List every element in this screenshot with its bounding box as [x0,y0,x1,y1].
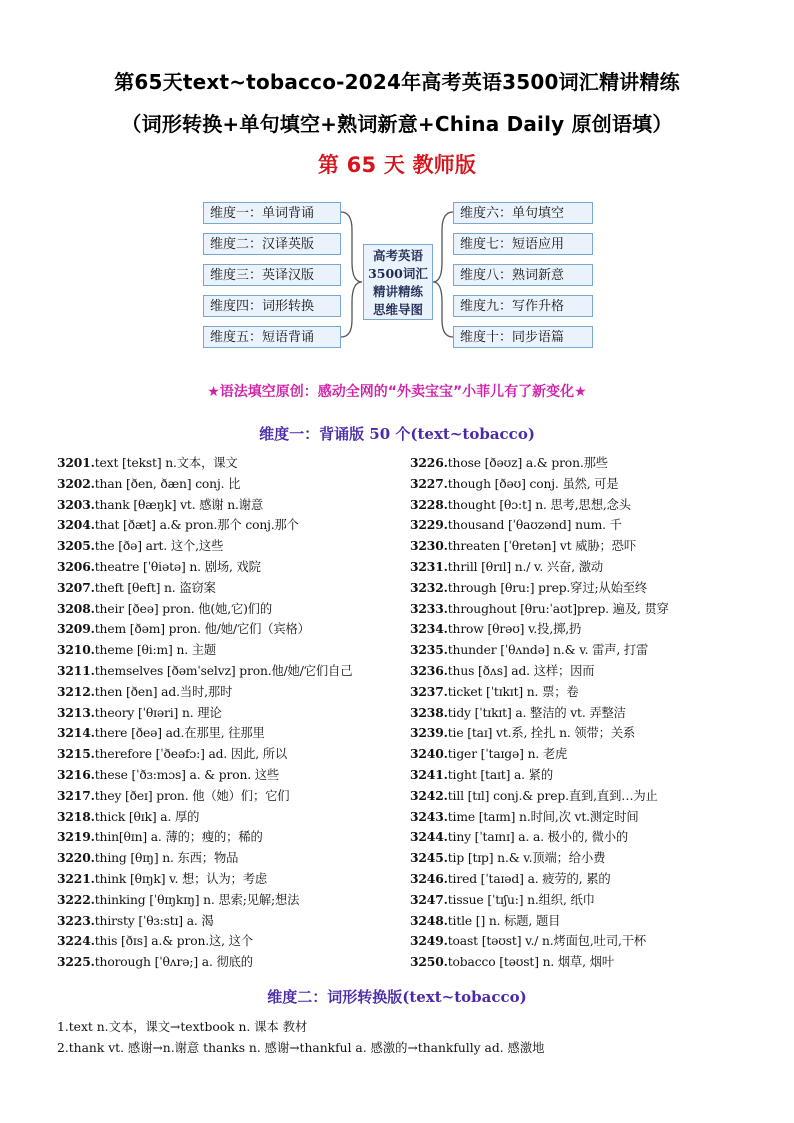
vocab-entry [410,495,669,516]
right-bracket [433,212,453,337]
vocab-entry [57,557,352,578]
entry-text: tobacco [təʊst] n. 烟草, 烟叶 [447,955,614,970]
page-subtitle: 第 65 天 教师版 [317,153,477,177]
entry-text: thus [ðʌs] ad. 这样；因而 [447,663,595,678]
vocab-entry [57,453,352,474]
entry-number: 3227. [410,475,448,491]
mindmap [0,0,794,360]
entry-text: thought [θɔ:t] n. 思考,思想,念头 [447,497,631,512]
vocab-entry [410,827,669,848]
entry-text: this [ðɪs] a.& pron.这, 这个 [94,934,253,949]
entry-text: though [ðəʊ] conj. 虽然, 可是 [447,476,619,491]
mindmap-left-item-5: 维度五：短语背诵 [203,326,341,348]
entry-text: their [ðeə] pron. 他(她,它)们的 [94,601,273,616]
vocab-entry [410,619,669,640]
entry-number: 3237. [410,683,448,699]
vocab-entry [410,474,669,495]
grammar-cloze-banner: ★语法填空原创：感动全网的“外卖宝宝”小菲儿有了新变化★ [207,384,587,400]
vocab-entry [57,703,352,724]
vocab-entry [410,557,669,578]
vocab-entry [57,661,352,682]
vocab-entry [410,911,669,932]
entry-text: tired [ˈtaɪəd] a. 疲劳的, 累的 [447,871,611,886]
entry-number: 3204. [57,517,95,533]
entry-number: 3216. [57,766,95,782]
vocab-entry [57,931,352,952]
section-2-heading: 维度二：词形转换版(text~tobacco) [267,988,527,1006]
mindmap-center [363,244,433,320]
mindmap-right-item-2: 维度七：短语应用 [453,233,593,255]
entry-text: that [ðæt] a.& pron.那个 conj.那个 [94,518,299,533]
vocab-entry [57,723,352,744]
entry-number: 3208. [57,600,95,616]
vocab-entry [57,869,352,890]
vocab-entry [410,453,669,474]
mindmap-left-item-4: 维度四：词形转换 [203,295,341,317]
entry-number: 3243. [410,808,448,824]
vocab-entry [57,911,352,932]
entry-number: 3224. [57,933,95,949]
vocab-entry [410,682,669,703]
entry-number: 3233. [410,600,448,616]
entry-text: thirsty [ˈθɜ:stɪ] a. 渴 [94,913,214,928]
entry-text: than [ðen, ðæn] conj. 比 [94,476,241,491]
word-form-line-2: 2.thank vt. 感谢→n.谢意 thanks n. 感谢→thankful a. 感激的→thankfully ad. 感激地 [57,1041,545,1055]
entry-text: thank [θæŋk] vt. 感谢 n.谢意 [94,497,264,512]
vocab-entry [57,515,352,536]
entry-text: them [ðəm] pron. 他/她/它们（宾格） [94,622,310,637]
vocab-entry [57,848,352,869]
entry-number: 3205. [57,538,95,554]
entry-number: 3203. [57,496,95,512]
entry-text: theft [θeft] n. 盗窃案 [94,580,216,595]
vocab-entry [57,827,352,848]
center-line-4: 思维导图 [372,302,423,317]
entry-text: those [ðəʊz] a.& pron.那些 [447,456,608,470]
entry-number: 3234. [410,621,448,637]
entry-text: tip [tɪp] n.& v.顶端；给小费 [447,851,606,866]
entry-text: think [θɪŋk] v. 想；认为；考虑 [94,871,267,886]
entry-text: ticket [ˈtɪkɪt] n. 票；卷 [447,684,579,699]
entry-number: 3250. [410,954,448,970]
entry-number: 3247. [410,891,448,907]
vocab-entry [410,869,669,890]
entry-number: 3229. [410,517,448,533]
entry-text: tiger [ˈtaɪgə] n. 老虎 [447,747,568,762]
entry-text: theatre [ˈθiətə] n. 剧场, 戏院 [94,559,261,574]
vocab-list-right [410,453,669,973]
vocab-entry [410,640,669,661]
entry-number: 3215. [57,746,95,762]
entry-number: 3246. [410,870,448,886]
vocab-entry [410,578,669,599]
entry-number: 3210. [57,642,95,658]
mindmap-right-item-1: 维度六：单句填空 [453,202,593,224]
entry-number: 3249. [410,933,448,949]
vocab-entry [410,848,669,869]
entry-number: 3212. [57,683,95,699]
entry-text: tie [taɪ] vt.系, 拴扎 n. 领带；关系 [447,726,636,741]
entry-number: 3242. [410,787,448,803]
entry-text: tiny [ˈtaɪnɪ] a. a. 极小的, 微小的 [447,830,629,845]
entry-number: 3220. [57,850,95,866]
vocab-entry [57,640,352,661]
vocab-entry [57,786,352,807]
entry-text: text [tekst] n.文本，课文 [94,456,238,470]
section-1-heading: 维度一：背诵版 50 个(text~tobacco) [259,425,535,443]
entry-text: title [] n. 标题, 题目 [447,913,561,928]
entry-text: throughout [θru:ˈaʊt]prep. 遍及, 贯穿 [447,601,669,616]
entry-text: tissue [ˈtɪʃu:] n.组织, 纸巾 [447,892,595,907]
entry-text: thing [θɪŋ] n. 东西；物品 [94,851,239,866]
mindmap-right-item-4: 维度九：写作升格 [453,295,593,317]
entry-number: 3219. [57,829,95,845]
left-bracket [341,212,362,337]
entry-text: there [ðeə] ad.在那里, 往那里 [94,726,265,741]
entry-text: thin[θɪn] a. 薄的；瘦的；稀的 [94,830,263,845]
vocab-entry [410,599,669,620]
vocab-entry [410,890,669,911]
vocab-entry [57,807,352,828]
entry-number: 3201. [57,455,95,470]
entry-text: thousand [ˈθaʊzənd] num. 千 [447,518,622,533]
entry-text: tidy [ˈtɪkɪt] a. 整洁的 vt. 弄整洁 [447,705,626,720]
page-title-line-2: （词形转换+单句填空+熟词新意+China Daily 原创语填） [121,112,673,136]
vocab-entry [57,578,352,599]
vocab-entry [410,723,669,744]
entry-text: till [tɪl] conj.& prep.直到,直到…为止 [447,788,658,803]
entry-number: 3239. [410,725,448,741]
entry-text: throw [θrəʊ] v.投,掷,扔 [447,622,582,637]
entry-number: 3213. [57,704,95,720]
entry-text: toast [təʊst] v./ n.烤面包,吐司,干杯 [447,934,647,949]
vocab-entry [57,599,352,620]
vocab-entry [410,703,669,724]
vocab-entry [410,952,669,973]
entry-number: 3232. [410,579,448,595]
entry-number: 3236. [410,662,448,678]
vocab-entry [410,786,669,807]
entry-number: 3226. [410,455,448,470]
entry-number: 3207. [57,579,95,595]
entry-text: theory [ˈθɪəri] n. 理论 [94,705,222,720]
entry-number: 3221. [57,870,95,886]
entry-text: then [ðen] ad.当时,那时 [94,684,233,699]
vocab-entry [57,952,352,973]
center-line-1: 高考英语 [372,248,423,263]
entry-text: themselves [ðəmˈselvz] pron.他/她/它们自己 [94,663,353,678]
entry-number: 3230. [410,538,448,554]
entry-text: these [ˈðɜ:mɔs] a. & pron. 这些 [94,767,280,782]
vocab-entry [57,890,352,911]
entry-text: tight [taɪt] a. 紧的 [447,767,553,782]
page-title-line-1: 第65天text~tobacco-2024年高考英语3500词汇精讲精练 [114,70,680,94]
entry-number: 3244. [410,829,448,845]
vocab-list-left [57,453,352,973]
entry-text: the [ðə] art. 这个,这些 [94,539,224,554]
entry-number: 3225. [57,954,95,970]
entry-number: 3202. [57,475,95,491]
entry-number: 3217. [57,787,95,803]
entry-number: 3228. [410,496,448,512]
entry-number: 3238. [410,704,448,720]
entry-text: through [θru:] prep.穿过;从始至终 [447,580,648,595]
vocab-entry [57,744,352,765]
entry-number: 3209. [57,621,95,637]
entry-text: they [ðeɪ] pron. 他（她）们；它们 [94,788,290,803]
mindmap-left-item-1: 维度一：单词背诵 [203,202,341,224]
mindmap-left-item-3: 维度三：英译汉版 [203,264,341,286]
mindmap-right-item-5: 维度十：同步语篇 [453,326,593,348]
entry-text: thorough [ˈθʌrə;] a. 彻底的 [94,955,253,970]
entry-number: 3231. [410,558,448,574]
entry-text: thunder [ˈθʌndə] n.& v. 雷声, 打雷 [447,643,649,658]
entry-number: 3223. [57,912,95,928]
entry-number: 3245. [410,850,448,866]
entry-number: 3211. [57,662,95,678]
vocab-entry [410,807,669,828]
vocab-entry [410,744,669,765]
center-line-2: 3500词汇 [368,266,428,281]
vocab-entry [410,765,669,786]
entry-number: 3248. [410,912,448,928]
entry-text: thrill [θrɪl] n./ v. 兴奋, 激动 [447,559,604,574]
vocab-entry [57,765,352,786]
vocab-entry [57,536,352,557]
vocab-entry [410,536,669,557]
vocab-entry [410,661,669,682]
entry-text: theme [θi:m] n. 主题 [94,643,217,658]
vocab-entry [57,619,352,640]
entry-number: 3206. [57,558,95,574]
entry-number: 3235. [410,642,448,658]
entry-text: time [taɪm] n.时间,次 vt.测定时间 [447,809,639,824]
entry-number: 3222. [57,891,95,907]
entry-text: thinking [ˈθɪŋkɪŋ] n. 思索;见解;想法 [94,892,300,907]
entry-number: 3218. [57,808,95,824]
vocab-entry [57,495,352,516]
vocab-entry [410,515,669,536]
entry-number: 3214. [57,725,95,741]
vocab-entry [57,682,352,703]
entry-text: thick [θɪk] a. 厚的 [94,809,200,824]
mindmap-right-item-3: 维度八：熟词新意 [453,264,593,286]
entry-text: threaten [ˈθretən] vt 威胁；恐吓 [447,539,636,554]
entry-text: therefore [ˈðeəfɔ:] ad. 因此, 所以 [94,747,288,762]
entry-number: 3241. [410,766,448,782]
mindmap-left-item-2: 维度二：汉译英版 [203,233,341,255]
center-line-3: 精讲精练 [372,284,423,299]
vocab-entry [57,474,352,495]
word-form-line-1: 1.text n.文本，课文→textbook n. 课本 教材 [57,1020,308,1034]
entry-number: 3240. [410,746,448,762]
vocab-entry [410,931,669,952]
